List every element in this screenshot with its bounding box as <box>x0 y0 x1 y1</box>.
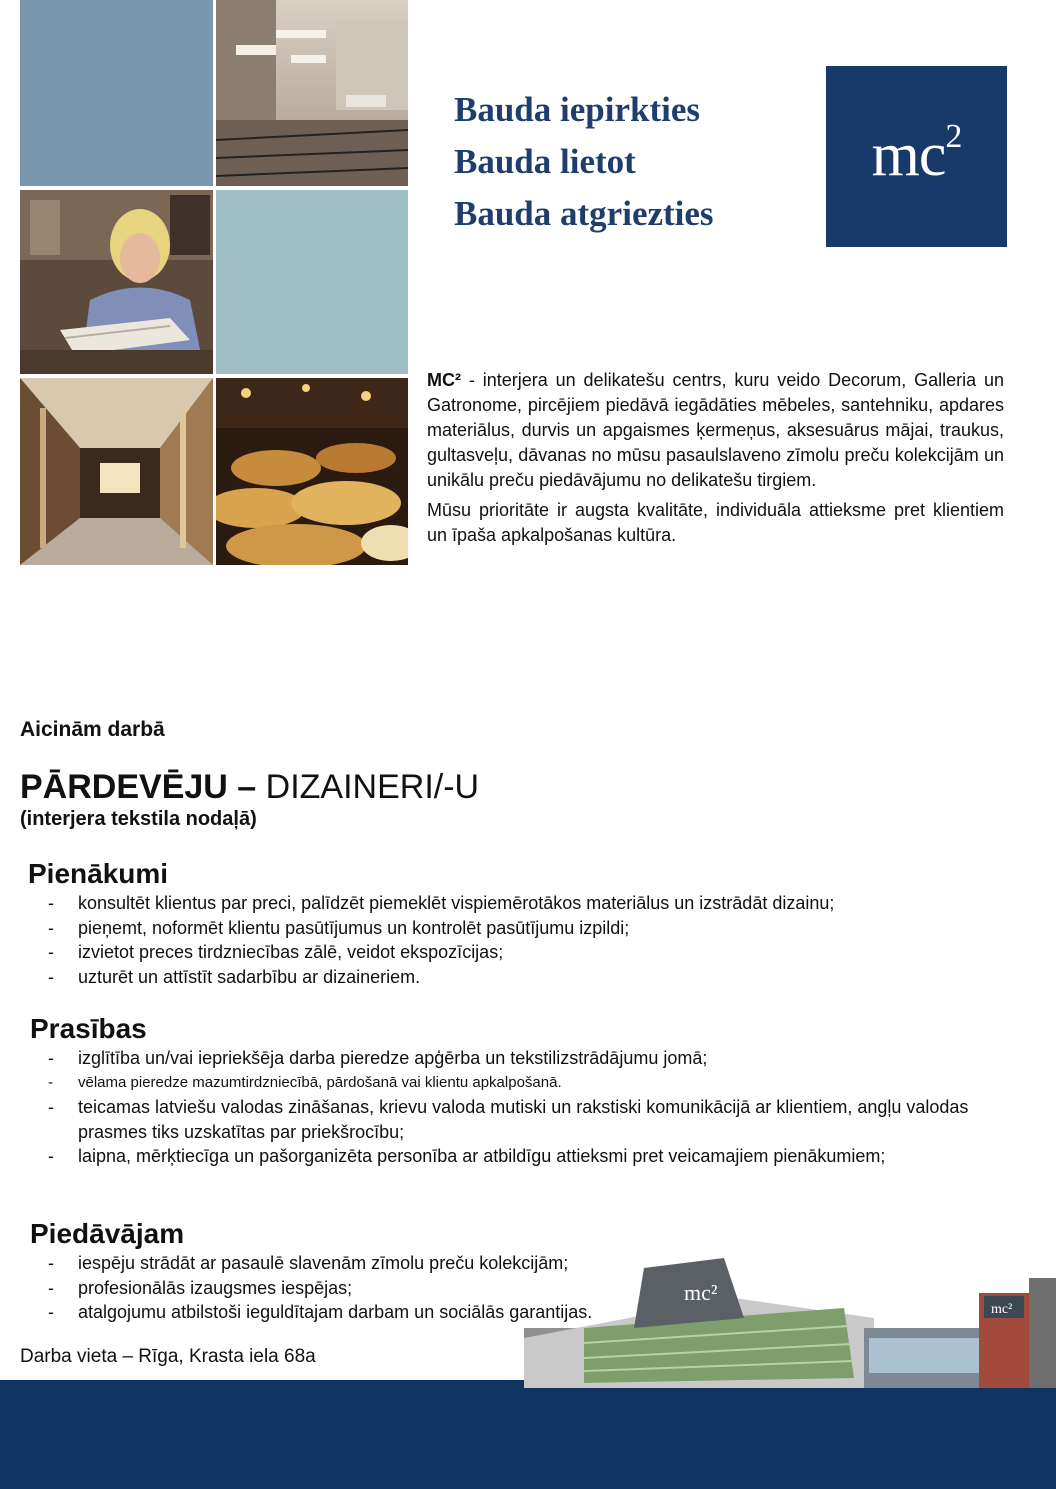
list-item: - izglītība un/vai iepriekšēja darba pieredze apģērba un tekstilizstrādājumu jomā; <box>20 1046 1010 1071</box>
list-item: - atalgojumu atbilstoši ieguldītajam darbam un sociālās garantijas. <box>20 1300 1010 1325</box>
photo-showroom <box>216 0 408 186</box>
list-item: - profesionālās izaugsmes iespējas; <box>20 1276 1010 1301</box>
list-item: - izvietot preces tirdzniecības zālē, veidot ekspozīcijas; <box>20 940 1010 965</box>
logo-text <box>826 120 1007 191</box>
requirements-list <box>20 1046 1010 1169</box>
logo-superscript: 2 <box>945 118 962 156</box>
list-item: - uzturēt un attīstīt sadarbību ar dizaineriem. <box>20 965 1010 990</box>
photo-woman-reading-catalog <box>20 190 213 374</box>
job-title-rest: DIZAINERI/-U <box>265 768 480 806</box>
list-item: - konsultēt klientus par preci, palīdzēt piemeklēt vispiemērotākos materiālus un izstrādāt dizainu; <box>20 891 1010 916</box>
photo-shopping-corridor <box>20 378 213 565</box>
intro-text-1: - interjera un delikatešu centrs, kuru veido Decorum, Galleria un Gatronome, pircējiem piedāvā iegādāties mēbeles, santehniku, apdares materiālus, durvis un apgaismes ķermeņus, aksesuārus mājai, traukus, gultasveļu, dāvanas no mūsu pasaulslaveno zīmolu preču kolekcijām un unikālu preču piedāvājumu no delikatešu tirgiem. <box>427 370 1004 490</box>
list-item: - teicamas latviešu valodas zināšanas, krievu valoda mutiski un rakstiski komunikācijā ar klientiem, angļu valodas prasmes tiks uzskatītas par priekšrocību; <box>20 1095 1010 1144</box>
tagline-line-3: Bauda atgriezties <box>454 194 714 233</box>
intro-paragraph-1 <box>427 368 1004 493</box>
tagline <box>454 84 714 240</box>
photo-delicatessen-counter <box>216 378 408 565</box>
building-sign-1: mc² <box>684 1280 718 1305</box>
building-sign-2: mc² <box>991 1302 1013 1317</box>
footer-band <box>0 1380 1056 1489</box>
list-item: - pieņemt, noformēt klientu pasūtījumus un kontrolēt pasūtījumu izpildi; <box>20 916 1010 941</box>
offer-heading: Piedāvājam <box>30 1218 185 1249</box>
duties-list <box>20 891 1010 989</box>
list-item: - vēlama pieredze mazumtirdzniecībā, pārdošanā vai klientu apkalpošanā. <box>20 1071 1010 1096</box>
list-item: - laipna, mērķtiecīga un pašorganizēta personība ar atbildīgu attieksmi pret veicamajiem pienākumiem; <box>20 1144 1010 1169</box>
job-subtitle: (interjera tekstila nodaļā) <box>20 808 257 830</box>
mc2-logo <box>826 66 1007 247</box>
requirements-heading: Prasības <box>30 1013 147 1044</box>
invite-heading: Aicinām darbā <box>20 718 165 741</box>
job-title <box>20 768 479 807</box>
logo-mc: mc <box>871 121 946 189</box>
duties-heading: Pienākumi <box>28 858 169 889</box>
intro-brand: MC² <box>427 370 461 390</box>
company-intro <box>427 368 1004 553</box>
intro-paragraph-2: Mūsu prioritāte ir augsta kvalitāte, individuāla attieksme pret klientiem un īpaša apkalpošanas kultūra. <box>427 500 1004 545</box>
collage-tile-aqua <box>216 190 408 374</box>
list-item: - iespēju strādāt ar pasaulē slavenām zīmolu preču kolekcijām; <box>20 1251 1010 1276</box>
collage-tile-steel <box>20 0 213 186</box>
tagline-line-1: Bauda iepirkties <box>454 90 701 129</box>
job-title-bold: PĀRDEVĒJU – <box>20 768 266 806</box>
tagline-line-2: Bauda lietot <box>454 142 636 181</box>
workplace-address: Darba vieta – Rīga, Krasta iela 68a <box>20 1346 316 1367</box>
offer-list <box>20 1251 1013 1325</box>
